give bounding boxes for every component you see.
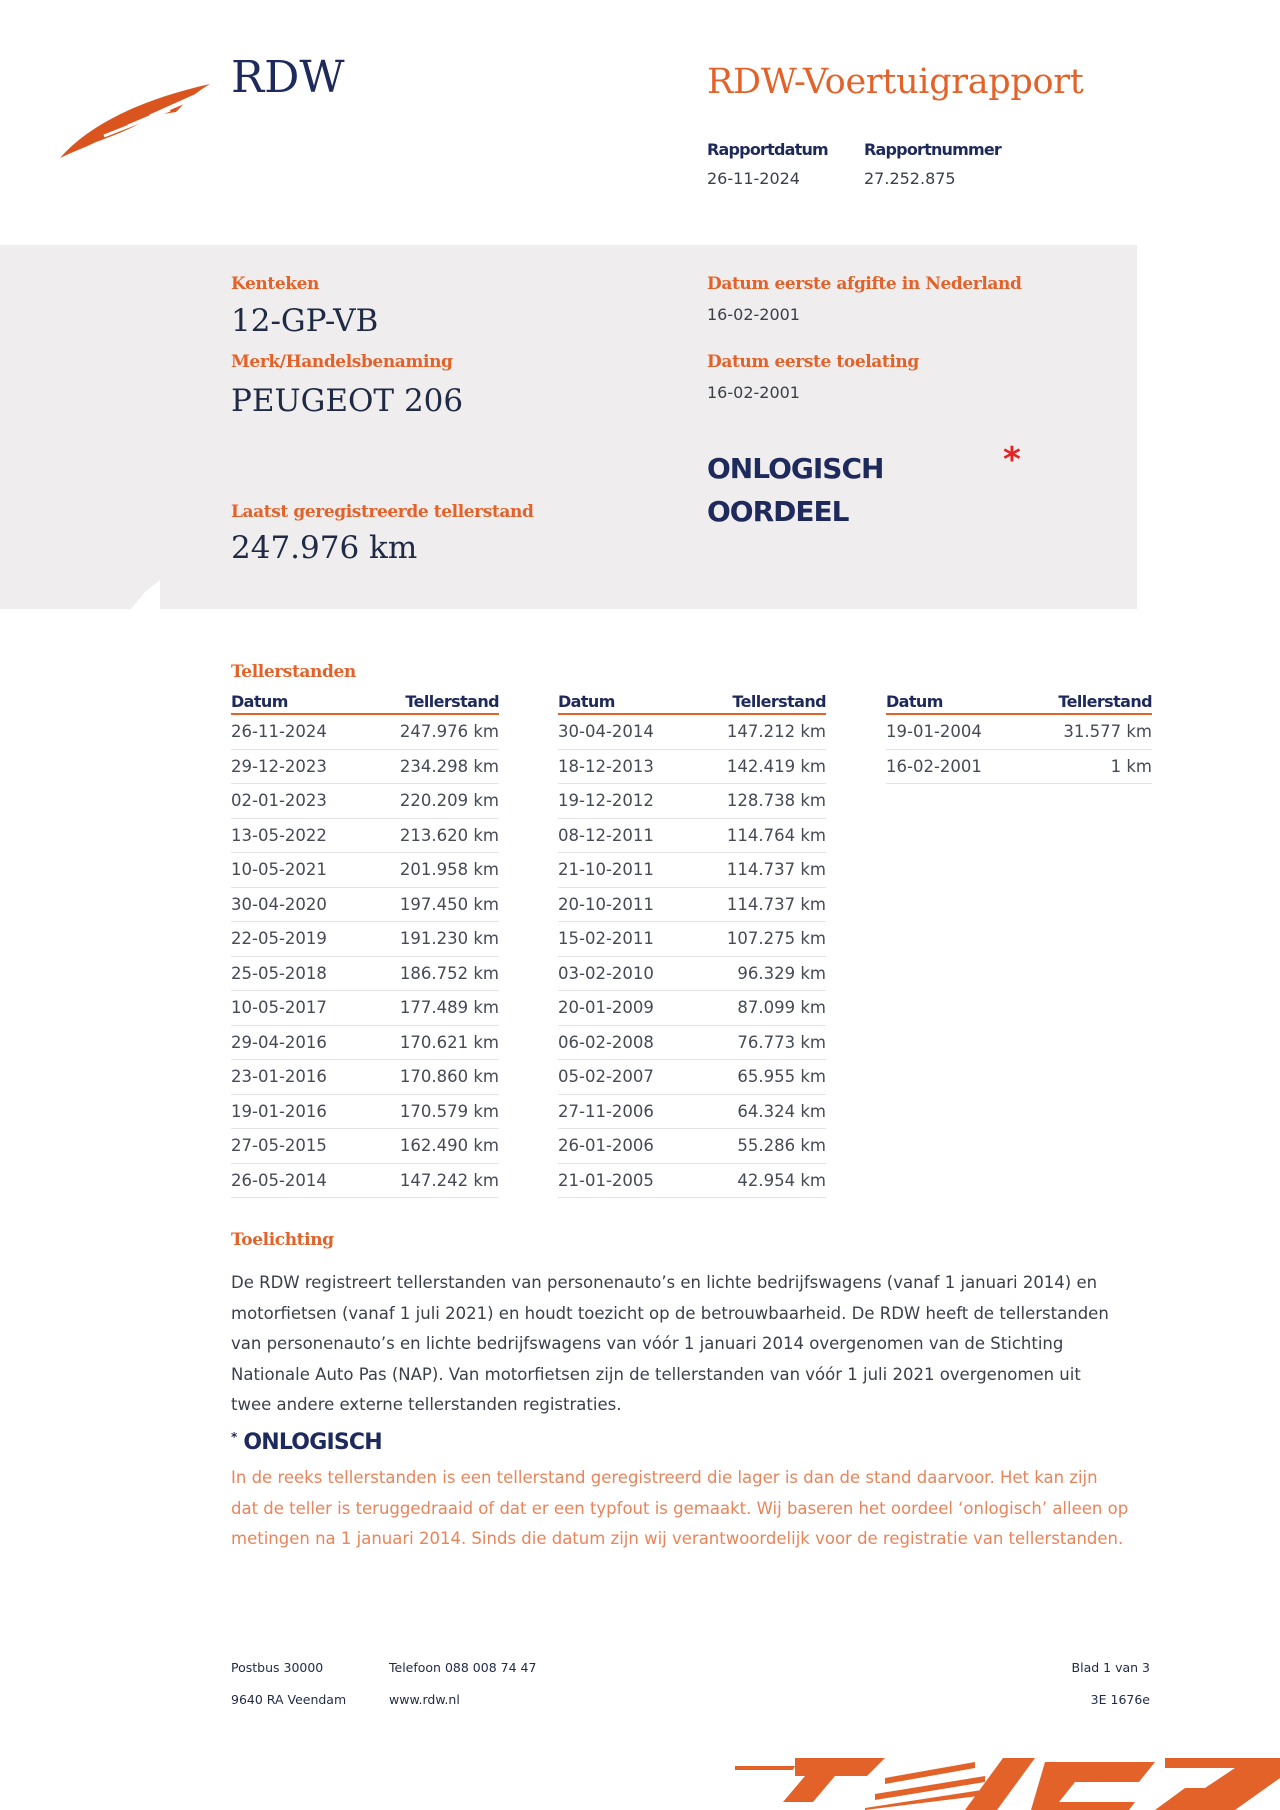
reading-value: 55.286 km bbox=[737, 1136, 826, 1155]
reading-date: 22-05-2019 bbox=[231, 929, 327, 948]
table-row bbox=[558, 1026, 826, 1061]
report-title: RDW-Voertuigrapport bbox=[707, 62, 1084, 102]
reading-date: 26-11-2024 bbox=[231, 722, 327, 741]
reading-value: 170.621 km bbox=[399, 1032, 499, 1052]
verdict-explanation-title bbox=[231, 1430, 382, 1455]
table-header bbox=[231, 692, 499, 715]
reading-date: 19-01-2016 bbox=[231, 1101, 327, 1121]
verdict-line-2: OORDEEL bbox=[707, 495, 849, 528]
table-row bbox=[558, 957, 826, 992]
plate-label: Kenteken bbox=[231, 274, 320, 294]
column-date-header: Datum bbox=[558, 692, 615, 711]
reading-date: 08-12-2011 bbox=[558, 825, 654, 845]
vehicle-summary-panel bbox=[0, 245, 1137, 609]
table-row bbox=[231, 1129, 499, 1164]
reading-date: 19-01-2004 bbox=[886, 722, 982, 741]
reading-date: 05-02-2007 bbox=[558, 1067, 654, 1086]
table-row bbox=[231, 922, 499, 957]
report-date: 26-11-2024 bbox=[707, 169, 800, 188]
reading-date: 20-10-2011 bbox=[558, 894, 654, 914]
report-number-label: Rapportnummer bbox=[864, 140, 1002, 159]
verdict-explanation-line: In de reeks tellerstanden is een tellerstand geregistreerd die lager is dan de stand daarvoor. Het kan zijn bbox=[231, 1468, 1098, 1487]
table-header bbox=[558, 692, 826, 715]
footer-document-code: 3E 1676e bbox=[1090, 1692, 1150, 1707]
reading-value: 247.976 km bbox=[399, 722, 499, 741]
explanation-line: motorfietsen (vanaf 1 juli 2021) en houdt toezicht op de betrouwbaarheid. De RDW heeft de tellerstanden bbox=[231, 1303, 1109, 1323]
reading-date: 10-05-2021 bbox=[231, 860, 327, 879]
footer-address-1: Postbus 30000 bbox=[231, 1660, 324, 1675]
footer-phone: Telefoon 088 008 74 47 bbox=[389, 1660, 537, 1675]
odometer-section-title: Tellerstanden bbox=[231, 662, 356, 682]
reading-value: 186.752 km bbox=[399, 963, 499, 983]
reading-date: 21-10-2011 bbox=[558, 860, 654, 879]
first-issue-label: Datum eerste afgifte in Nederland bbox=[707, 274, 1022, 294]
explanation-title: Toelichting bbox=[231, 1230, 334, 1250]
reading-date: 26-01-2006 bbox=[558, 1136, 654, 1155]
decorative-stripes-icon bbox=[735, 1758, 1280, 1810]
reading-value: 213.620 km bbox=[399, 825, 499, 845]
footer-page-number: Blad 1 van 3 bbox=[1071, 1660, 1150, 1675]
reading-value: 170.579 km bbox=[399, 1101, 499, 1121]
reading-value: 96.329 km bbox=[737, 963, 826, 983]
table-row bbox=[558, 750, 826, 785]
table-row bbox=[231, 1095, 499, 1130]
verdict-explanation-heading: ONLOGISCH bbox=[243, 1430, 382, 1455]
reading-value: 114.737 km bbox=[726, 860, 826, 879]
reading-value: 170.860 km bbox=[399, 1067, 499, 1086]
verdict-line-1: ONLOGISCH bbox=[707, 452, 884, 485]
table-row bbox=[231, 750, 499, 785]
table-row bbox=[886, 715, 1152, 750]
table-row bbox=[558, 819, 826, 854]
reading-value: 65.955 km bbox=[737, 1067, 826, 1086]
reading-value: 142.419 km bbox=[726, 756, 826, 776]
table-row bbox=[231, 715, 499, 750]
reading-date: 06-02-2008 bbox=[558, 1032, 654, 1052]
column-date-header: Datum bbox=[886, 692, 943, 711]
brand-name: RDW bbox=[231, 52, 345, 103]
reading-value: 114.737 km bbox=[726, 894, 826, 914]
table-row bbox=[231, 853, 499, 888]
table-row bbox=[558, 715, 826, 750]
reading-value: 191.230 km bbox=[399, 929, 499, 948]
first-issue-value: 16-02-2001 bbox=[707, 305, 800, 324]
table-row bbox=[558, 853, 826, 888]
plate-value: 12-GP-VB bbox=[231, 303, 379, 339]
reading-date: 27-05-2015 bbox=[231, 1136, 327, 1155]
verdict-explanation-text bbox=[231, 1463, 1181, 1555]
table-row bbox=[231, 819, 499, 854]
reading-date: 25-05-2018 bbox=[231, 963, 327, 983]
verdict-explanation-line: dat de teller is teruggedraaid of dat er een typfout is gemaakt. Wij baseren het oordeel ‘onlogisch’ alleen op bbox=[231, 1498, 1129, 1518]
table-row bbox=[558, 1095, 826, 1130]
footer-website-link[interactable]: www.rdw.nl bbox=[389, 1692, 460, 1707]
verdict-explanation-asterisk: * bbox=[231, 1430, 237, 1444]
reading-value: 197.450 km bbox=[399, 894, 499, 914]
odometer-table-col-1 bbox=[231, 692, 499, 1198]
odometer-table-col-2 bbox=[558, 692, 826, 1198]
table-row bbox=[231, 957, 499, 992]
reading-date: 02-01-2023 bbox=[231, 791, 327, 810]
rdw-logo-icon bbox=[58, 82, 213, 160]
reading-date: 18-12-2013 bbox=[558, 756, 654, 776]
reading-value: 87.099 km bbox=[737, 998, 826, 1017]
explanation-text bbox=[231, 1268, 1171, 1421]
verdict-explanation-line: metingen na 1 januari 2014. Sinds die datum zijn wij verantwoordelijk voor de registratie van tellerstanden. bbox=[231, 1529, 1124, 1548]
reading-value: 31.577 km bbox=[1063, 722, 1152, 741]
last-odometer-value: 247.976 km bbox=[231, 530, 418, 566]
table-row bbox=[558, 1164, 826, 1199]
table-header bbox=[886, 692, 1152, 715]
reading-value: 147.212 km bbox=[726, 722, 826, 741]
reading-date: 30-04-2014 bbox=[558, 722, 654, 741]
reading-date: 23-01-2016 bbox=[231, 1067, 327, 1086]
reading-date: 26-05-2014 bbox=[231, 1170, 327, 1190]
table-row bbox=[231, 991, 499, 1026]
reading-value: 220.209 km bbox=[399, 791, 499, 810]
reading-date: 29-04-2016 bbox=[231, 1032, 327, 1052]
table-row bbox=[231, 784, 499, 819]
reading-value: 114.764 km bbox=[726, 825, 826, 845]
reading-date: 13-05-2022 bbox=[231, 825, 327, 845]
reading-value: 201.958 km bbox=[399, 860, 499, 879]
reading-date: 20-01-2009 bbox=[558, 998, 654, 1017]
column-value-header: Tellerstand bbox=[1058, 692, 1152, 711]
table-row bbox=[231, 1026, 499, 1061]
column-value-header: Tellerstand bbox=[732, 692, 826, 711]
make-value: PEUGEOT 206 bbox=[231, 383, 464, 419]
reading-value: 64.324 km bbox=[737, 1101, 826, 1121]
table-row bbox=[231, 1164, 499, 1199]
reading-value: 76.773 km bbox=[737, 1032, 826, 1052]
table-row bbox=[558, 922, 826, 957]
footer-address-2: 9640 RA Veendam bbox=[231, 1692, 347, 1707]
reading-value: 162.490 km bbox=[399, 1136, 499, 1155]
table-row bbox=[558, 1060, 826, 1095]
table-row bbox=[558, 1129, 826, 1164]
column-date-header: Datum bbox=[231, 692, 288, 711]
panel-corner-notch bbox=[0, 580, 160, 610]
column-value-header: Tellerstand bbox=[405, 692, 499, 711]
reading-value: 107.275 km bbox=[726, 929, 826, 948]
reading-date: 10-05-2017 bbox=[231, 998, 327, 1017]
odometer-table-col-3 bbox=[886, 692, 1152, 784]
explanation-line: van personenauto’s en lichte bedrijfswagens van vóór 1 januari 2014 overgenomen van de Stichting bbox=[231, 1334, 1064, 1353]
table-row bbox=[558, 888, 826, 923]
reading-date: 03-02-2010 bbox=[558, 963, 654, 983]
report-number: 27.252.875 bbox=[864, 169, 956, 188]
table-row bbox=[886, 750, 1152, 785]
reading-date: 27-11-2006 bbox=[558, 1101, 654, 1121]
last-odometer-label: Laatst geregistreerde tellerstand bbox=[231, 502, 534, 522]
make-label: Merk/Handelsbenaming bbox=[231, 352, 453, 372]
reading-date: 30-04-2020 bbox=[231, 894, 327, 914]
first-admission-label: Datum eerste toelating bbox=[707, 352, 919, 372]
reading-value: 177.489 km bbox=[399, 998, 499, 1017]
report-date-label: Rapportdatum bbox=[707, 140, 828, 159]
first-admission-value: 16-02-2001 bbox=[707, 383, 800, 402]
explanation-line: twee andere externe tellerstanden registraties. bbox=[231, 1395, 622, 1414]
reading-value: 1 km bbox=[1110, 756, 1152, 776]
reading-value: 147.242 km bbox=[399, 1170, 499, 1190]
explanation-line: De RDW registreert tellerstanden van personenauto’s en lichte bedrijfswagens (vanaf 1 januari 2014) en bbox=[231, 1273, 1098, 1292]
reading-date: 29-12-2023 bbox=[231, 756, 327, 776]
table-row bbox=[558, 991, 826, 1026]
reading-value: 128.738 km bbox=[726, 791, 826, 810]
explanation-line: Nationale Auto Pas (NAP). Van motorfietsen zijn de tellerstanden van vóór 1 juli 2021 overgenomen uit bbox=[231, 1364, 1081, 1384]
table-row bbox=[558, 784, 826, 819]
table-row bbox=[231, 888, 499, 923]
verdict-asterisk: * bbox=[1003, 440, 1021, 480]
reading-date: 19-12-2012 bbox=[558, 791, 654, 810]
reading-date: 15-02-2011 bbox=[558, 929, 654, 948]
reading-value: 42.954 km bbox=[737, 1170, 826, 1190]
reading-value: 234.298 km bbox=[399, 756, 499, 776]
table-row bbox=[231, 1060, 499, 1095]
reading-date: 16-02-2001 bbox=[886, 756, 982, 776]
reading-date: 21-01-2005 bbox=[558, 1170, 654, 1190]
